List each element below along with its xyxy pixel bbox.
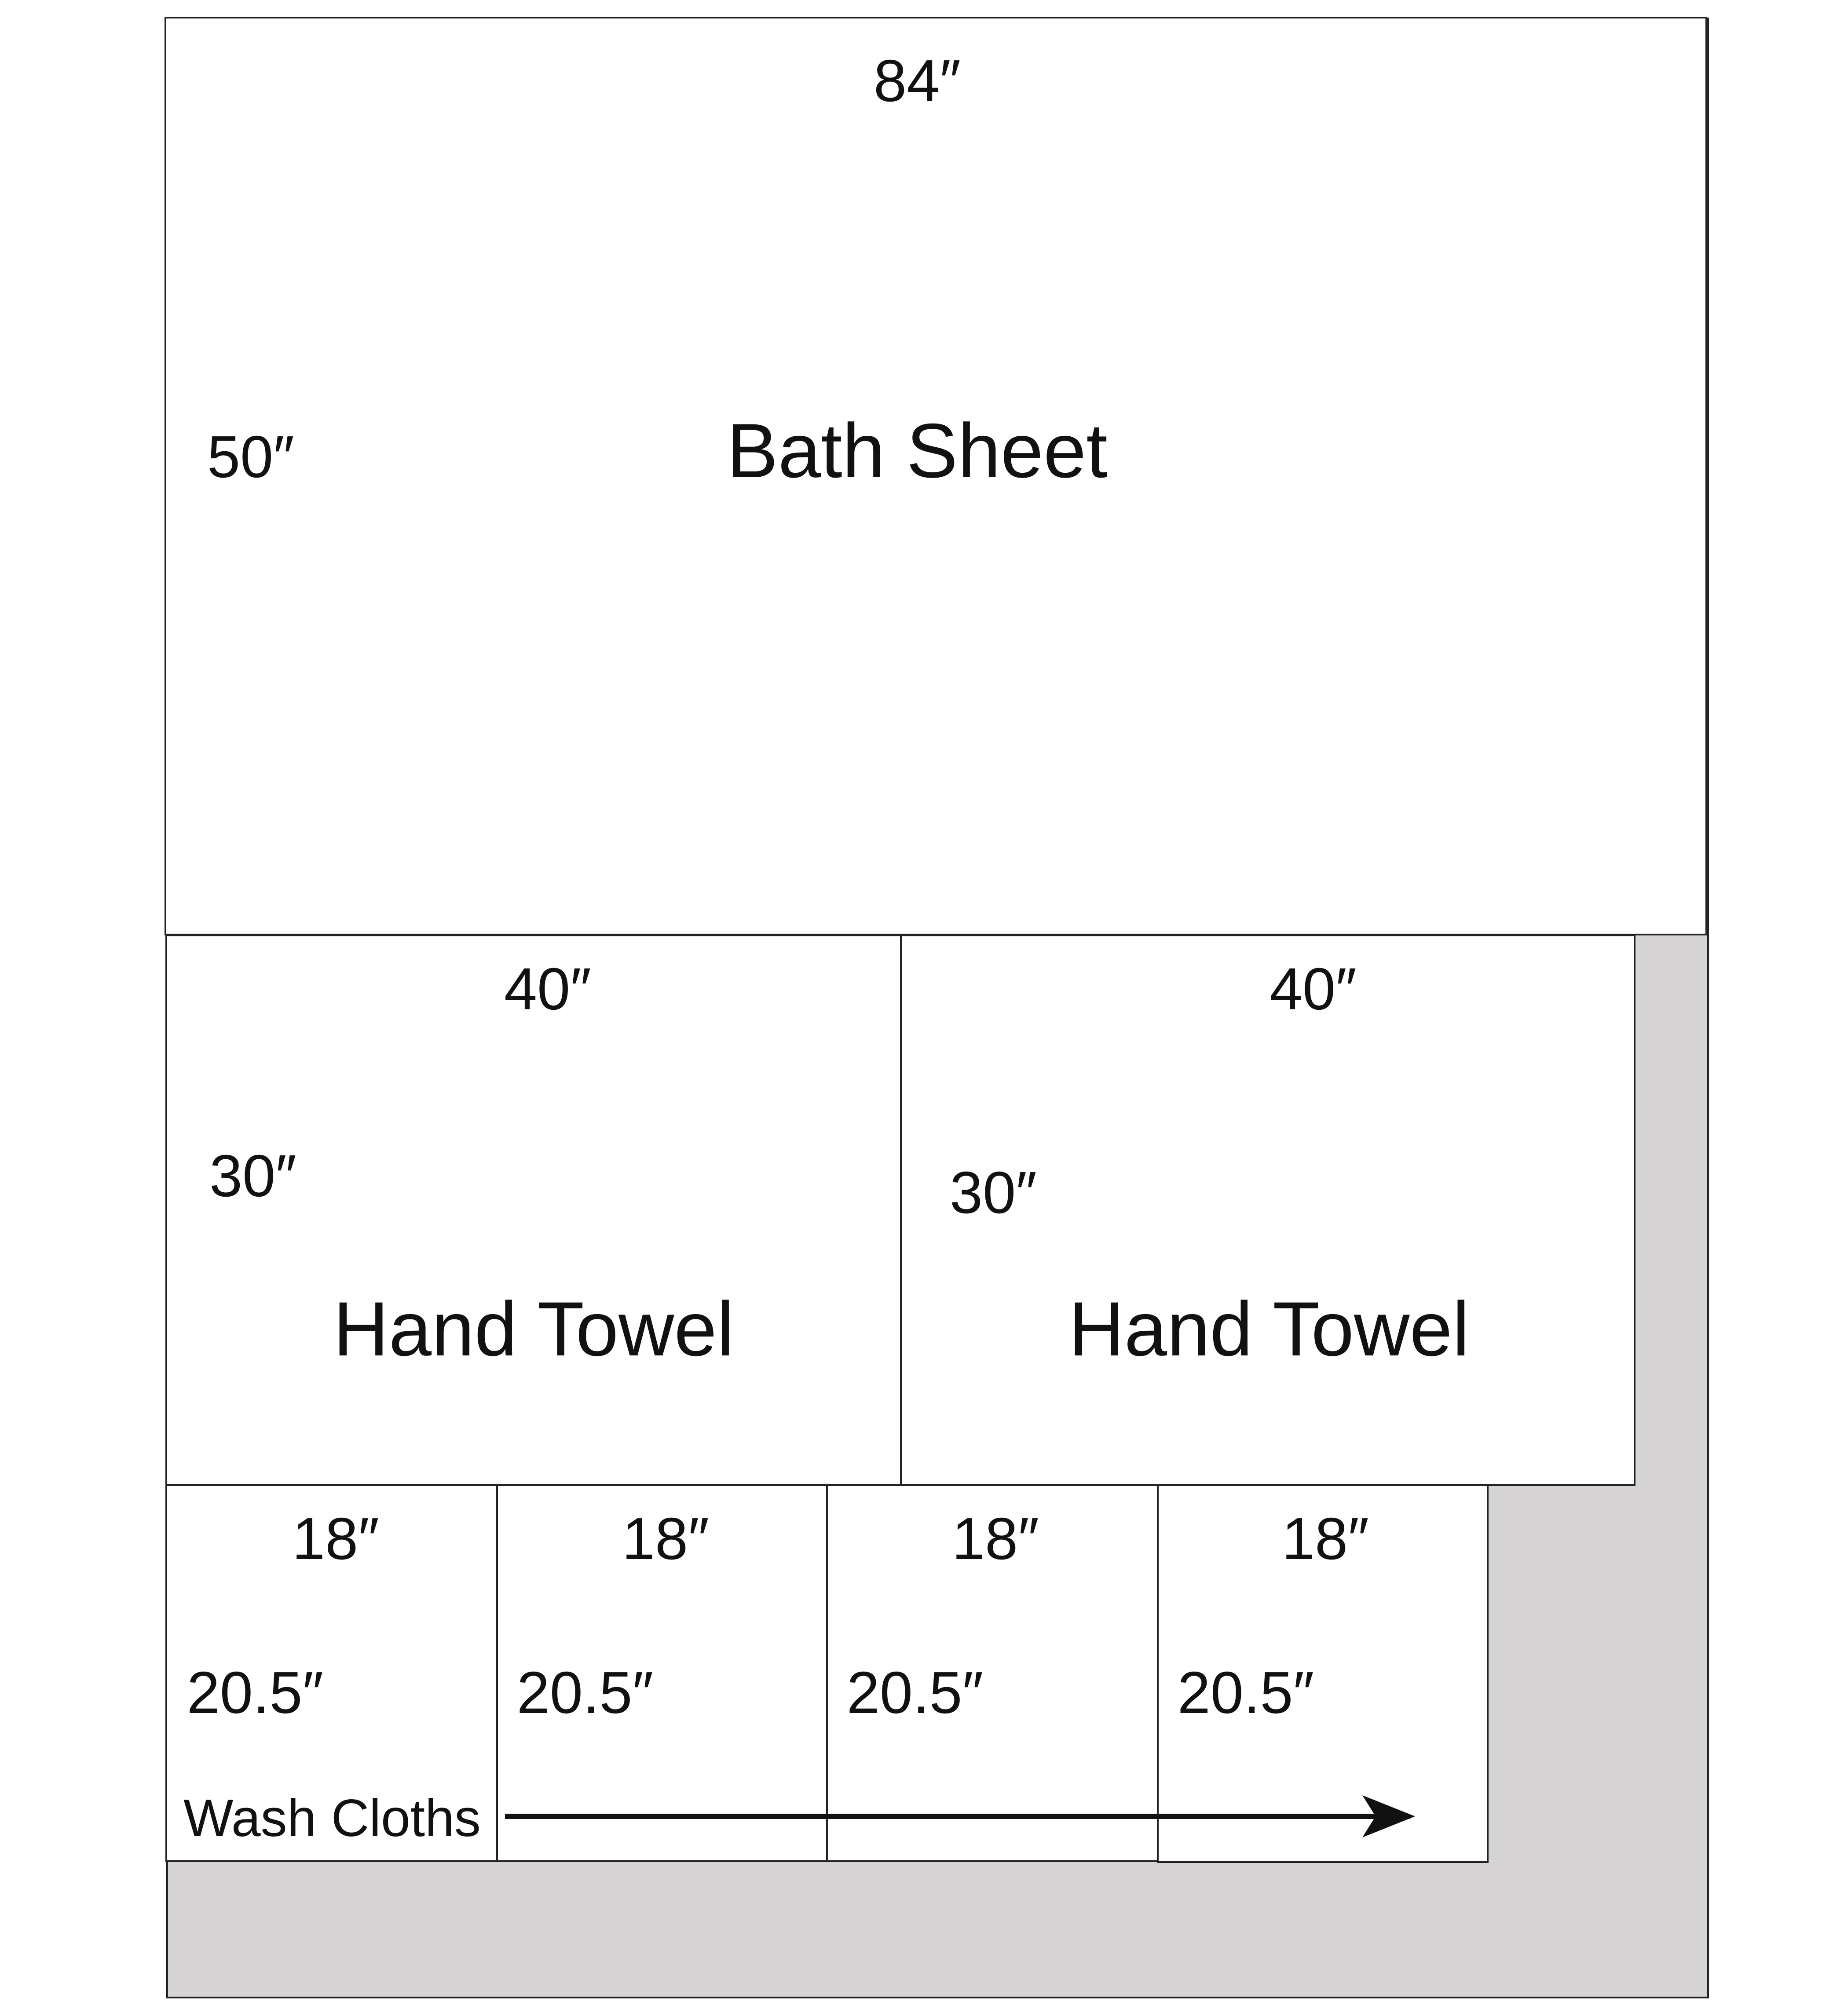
wash-cloths-label: Wash Cloths xyxy=(183,1789,481,1848)
bath-sheet-piece xyxy=(165,18,1706,935)
hand-towel-title: Hand Towel xyxy=(333,1286,734,1372)
wash-cloth-piece xyxy=(827,1485,1158,1861)
wash-cloth-width-label: 18″ xyxy=(622,1505,709,1572)
bath-sheet-title: Bath Sheet xyxy=(727,408,1108,494)
wash-cloth-height-label: 20.5″ xyxy=(846,1659,984,1726)
wash-cloth-height-label: 20.5″ xyxy=(1177,1659,1314,1726)
wash-cloth-width-label: 18″ xyxy=(292,1505,379,1572)
bath-sheet-height-label: 50″ xyxy=(207,424,294,490)
wash-cloth-piece xyxy=(497,1485,827,1861)
hand-towel-width-label: 40″ xyxy=(1270,956,1357,1022)
hand-towel-height-label: 30″ xyxy=(950,1159,1037,1226)
wash-cloth-height-label: 20.5″ xyxy=(516,1659,654,1726)
wash-cloth-width-label: 18″ xyxy=(1282,1505,1369,1572)
hand-towel-height-label: 30″ xyxy=(209,1143,296,1209)
hand-towel-piece xyxy=(901,935,1635,1485)
wash-cloth-height-label: 20.5″ xyxy=(187,1659,324,1726)
hand-towel-piece xyxy=(166,935,901,1485)
hand-towel-width-label: 40″ xyxy=(504,956,591,1022)
wash-cloth-piece xyxy=(1158,1485,1488,1862)
wash-cloth-width-label: 18″ xyxy=(952,1505,1039,1572)
hand-towel-title: Hand Towel xyxy=(1068,1286,1470,1372)
bath-sheet-width-label: 84″ xyxy=(874,47,961,114)
